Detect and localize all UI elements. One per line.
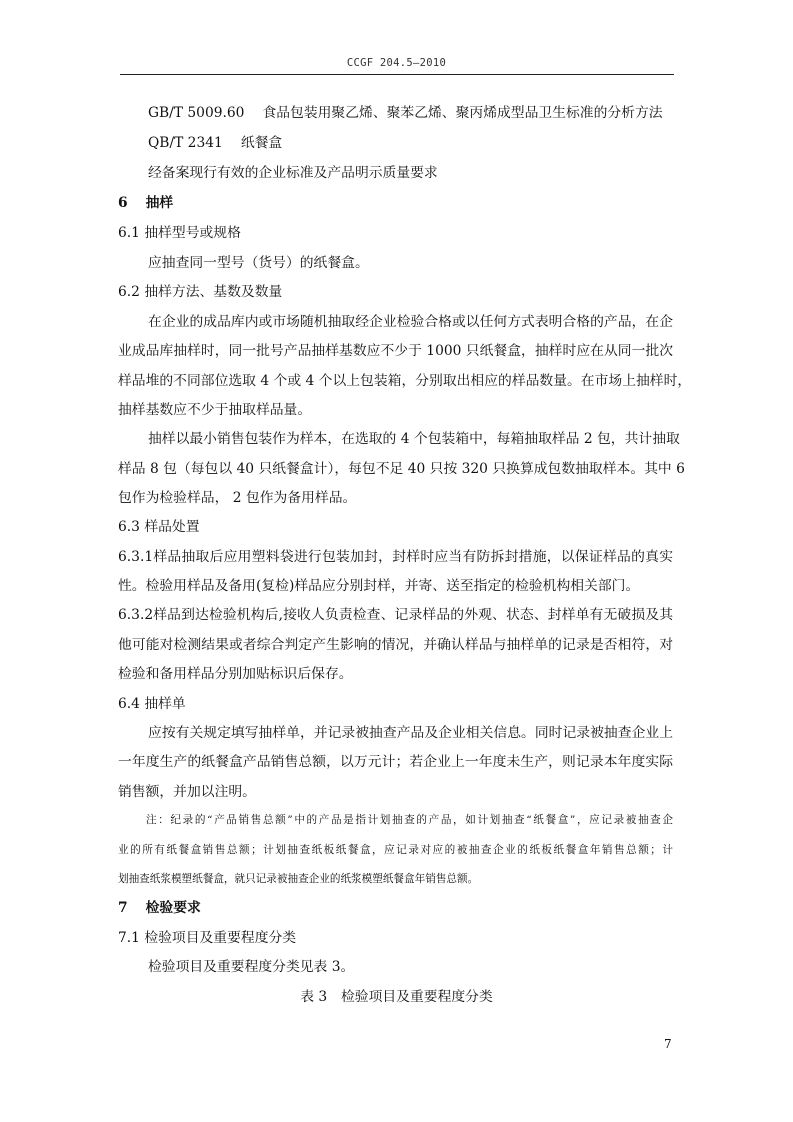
paragraph-line: 样品 8 包（每包以 40 只纸餐盒计），每包不足 40 只按 320 只换算成包数抽取样本。其中 6 [118,461,685,477]
reference-code: QB/T 2341 [148,135,223,151]
paragraph-line: 包作为检验样品， 2 包作为备用样品。 [118,490,357,506]
reference-note: 经备案现行有效的企业标准及产品明示质量要求 [148,165,438,181]
reference-title: 纸餐盒 [240,135,283,151]
section-title: 抽样 [145,195,174,211]
section-number: 7 [118,900,128,916]
paragraph-line: 销售额，并加以注明。 [118,784,256,800]
paragraph-line: 抽样以最小销售包装作为样本，在选取的 4 个包装箱中，每箱抽取样品 2 包，共计抽取 [148,431,680,447]
paragraph-line: 他可能对检测结果或者综合判定产生影响的情况，并确认样品与抽样单的记录是否相符，对 [118,637,673,653]
paragraph-line: 抽样基数应不少于抽取样品量。 [118,402,312,418]
reference-line [148,133,282,153]
paragraph-line: 样品堆的不同部位选取 4 个或 4 个以上包装箱，分别取出相应的样品数量。在市场上抽样时， [118,373,692,389]
paragraph-line: 业成品库抽样时，同一批号产品抽样基数应不少于 1000 只纸餐盒，抽样时应在从同一批次 [118,343,673,359]
reference-code: GB/T 5009.60 [148,105,245,121]
paragraph-line: 检验和备用样品分别加贴标识后保存。 [118,666,353,682]
paragraph-line: 6.3.2样品到达检验机构后,接收人负责检查、记录样品的外观、状态、封样单有无破损及其 [118,607,673,623]
subsection-heading-6-2: 6.2 抽样方法、基数及数量 [118,284,283,300]
note-line: 业的所有纸餐盒销售总额；计划抽查纸板纸餐盒，应记录对应的被抽查企业的纸板纸餐盒年销售总额；计 [118,844,673,856]
subsection-heading-7-1: 7.1 检验项目及重要程度分类 [118,930,297,946]
page-number: 7 [664,1037,672,1051]
table-caption: 表 3 检验项目及重要程度分类 [300,989,493,1005]
note-line: 划抽查纸浆模塑纸餐盒，就只记录被抽查企业的纸浆模塑纸餐盒年销售总额。 [118,873,479,885]
paragraph: 应抽查同一型号（货号）的纸餐盒。 [148,255,369,271]
section-heading-7 [118,898,201,918]
paragraph-line: 性。检验用样品及备用(复检)样品应分别封样，并寄、送至指定的检验机构相关部门。 [118,578,640,594]
running-header: CCGF 204.5—2010 [346,57,447,69]
section-number: 6 [118,195,128,211]
note-line: 注：纪录的“产品销售总额”中的产品是指计划抽查的产品，如计划抽查“纸餐盒”，应记录被抽查企 [146,814,673,826]
section-heading-6 [118,193,173,213]
header-rule [120,74,674,75]
paragraph-line: 应按有关规定填写抽样单，并记录被抽查产品及企业相关信息。同时记录被抽查企业上 [148,725,673,741]
subsection-heading-6-3: 6.3 样品处置 [118,519,200,535]
paragraph-line: 一年度生产的纸餐盒产品销售总额，以万元计；若企业上一年度未生产，则记录本年度实际 [118,754,673,770]
section-title: 检验要求 [145,900,201,916]
subsection-heading-6-1: 6.1 抽样型号或规格 [118,225,241,241]
subsection-heading-6-4: 6.4 抽样单 [118,696,186,712]
reference-title: 食品包装用聚乙烯、聚苯乙烯、聚丙烯成型品卫生标准的分析方法 [262,105,663,121]
paragraph: 检验项目及重要程度分类见表 3。 [148,959,355,975]
paragraph-line: 6.3.1样品抽取后应用塑料袋进行包装加封，封样时应当有防拆封措施，以保证样品的真实 [118,549,673,565]
reference-line [148,103,663,123]
paragraph-line: 在企业的成品库内或市场随机抽取经企业检验合格或以任何方式表明合格的产品，在企 [148,314,673,330]
